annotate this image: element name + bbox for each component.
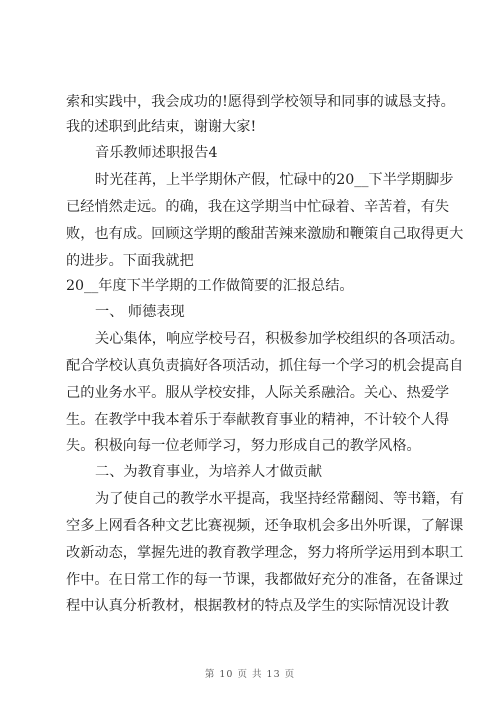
text-line: 败，也有成。回顾这学期的酸甜苦辣来激励和鞭策自己取得更大 bbox=[66, 226, 464, 242]
text-line: 空多上网看各种文艺比赛视频，还争取机会多出外听课，了解课 bbox=[66, 518, 464, 534]
text-line: 关心集体，响应学校号召，积极参加学校组织的各项活动。 bbox=[95, 331, 464, 347]
text-line: 已经悄然走远。的确，我在这学期当中忙碌着、辛苦着，有失 bbox=[66, 199, 450, 215]
section-heading: 二、为教育事业，为培养人才做贡献 bbox=[95, 464, 323, 480]
text-line: 失。积极向每一位老师学习，努力形成自己的教学风格。 bbox=[66, 438, 421, 454]
text-line: 生。在教学中我本着乐于奉献教育事业的精神，不计较个人得 bbox=[66, 412, 450, 428]
text-line: 作中。在日常工作的每一节课，我都做好充分的准备，在备课过 bbox=[66, 572, 464, 588]
text-line: 程中认真分析教材，根据教材的特点及学生的实际情况设计教 bbox=[66, 598, 450, 614]
section-heading: 音乐教师述职报告4 bbox=[95, 145, 218, 161]
text-line: 我的述职到此结束，谢谢大家! bbox=[66, 119, 257, 135]
text-line: 时光荏苒，上半学期休产假，忙碌中的20__下半学期脚步 bbox=[95, 172, 454, 188]
text-line: 己的业务水平。服从学校安排，人际关系融洽。关心、热爱学 bbox=[66, 385, 450, 401]
section-heading: 一、 师德表现 bbox=[95, 304, 185, 320]
text-line: 20__年度下半学期的工作做简要的汇报总结。 bbox=[66, 278, 354, 294]
text-line: 改新动态，掌握先进的教育教学理念，努力将所学运用到本职工 bbox=[66, 545, 464, 561]
text-line: 配合学校认真负责搞好各项活动，抓住每一个学习的机会提高自 bbox=[66, 358, 464, 374]
text-line: 为了使自己的教学水平提高，我坚持经常翻阅、等书籍，有 bbox=[95, 491, 464, 507]
text-line: 索和实践中，我会成功的!愿得到学校领导和同事的诚恳支持。 bbox=[66, 94, 455, 110]
page-number-footer: 第 10 页 共 13 页 bbox=[204, 669, 296, 680]
text-line: 的进步。下面我就把 bbox=[66, 253, 194, 269]
